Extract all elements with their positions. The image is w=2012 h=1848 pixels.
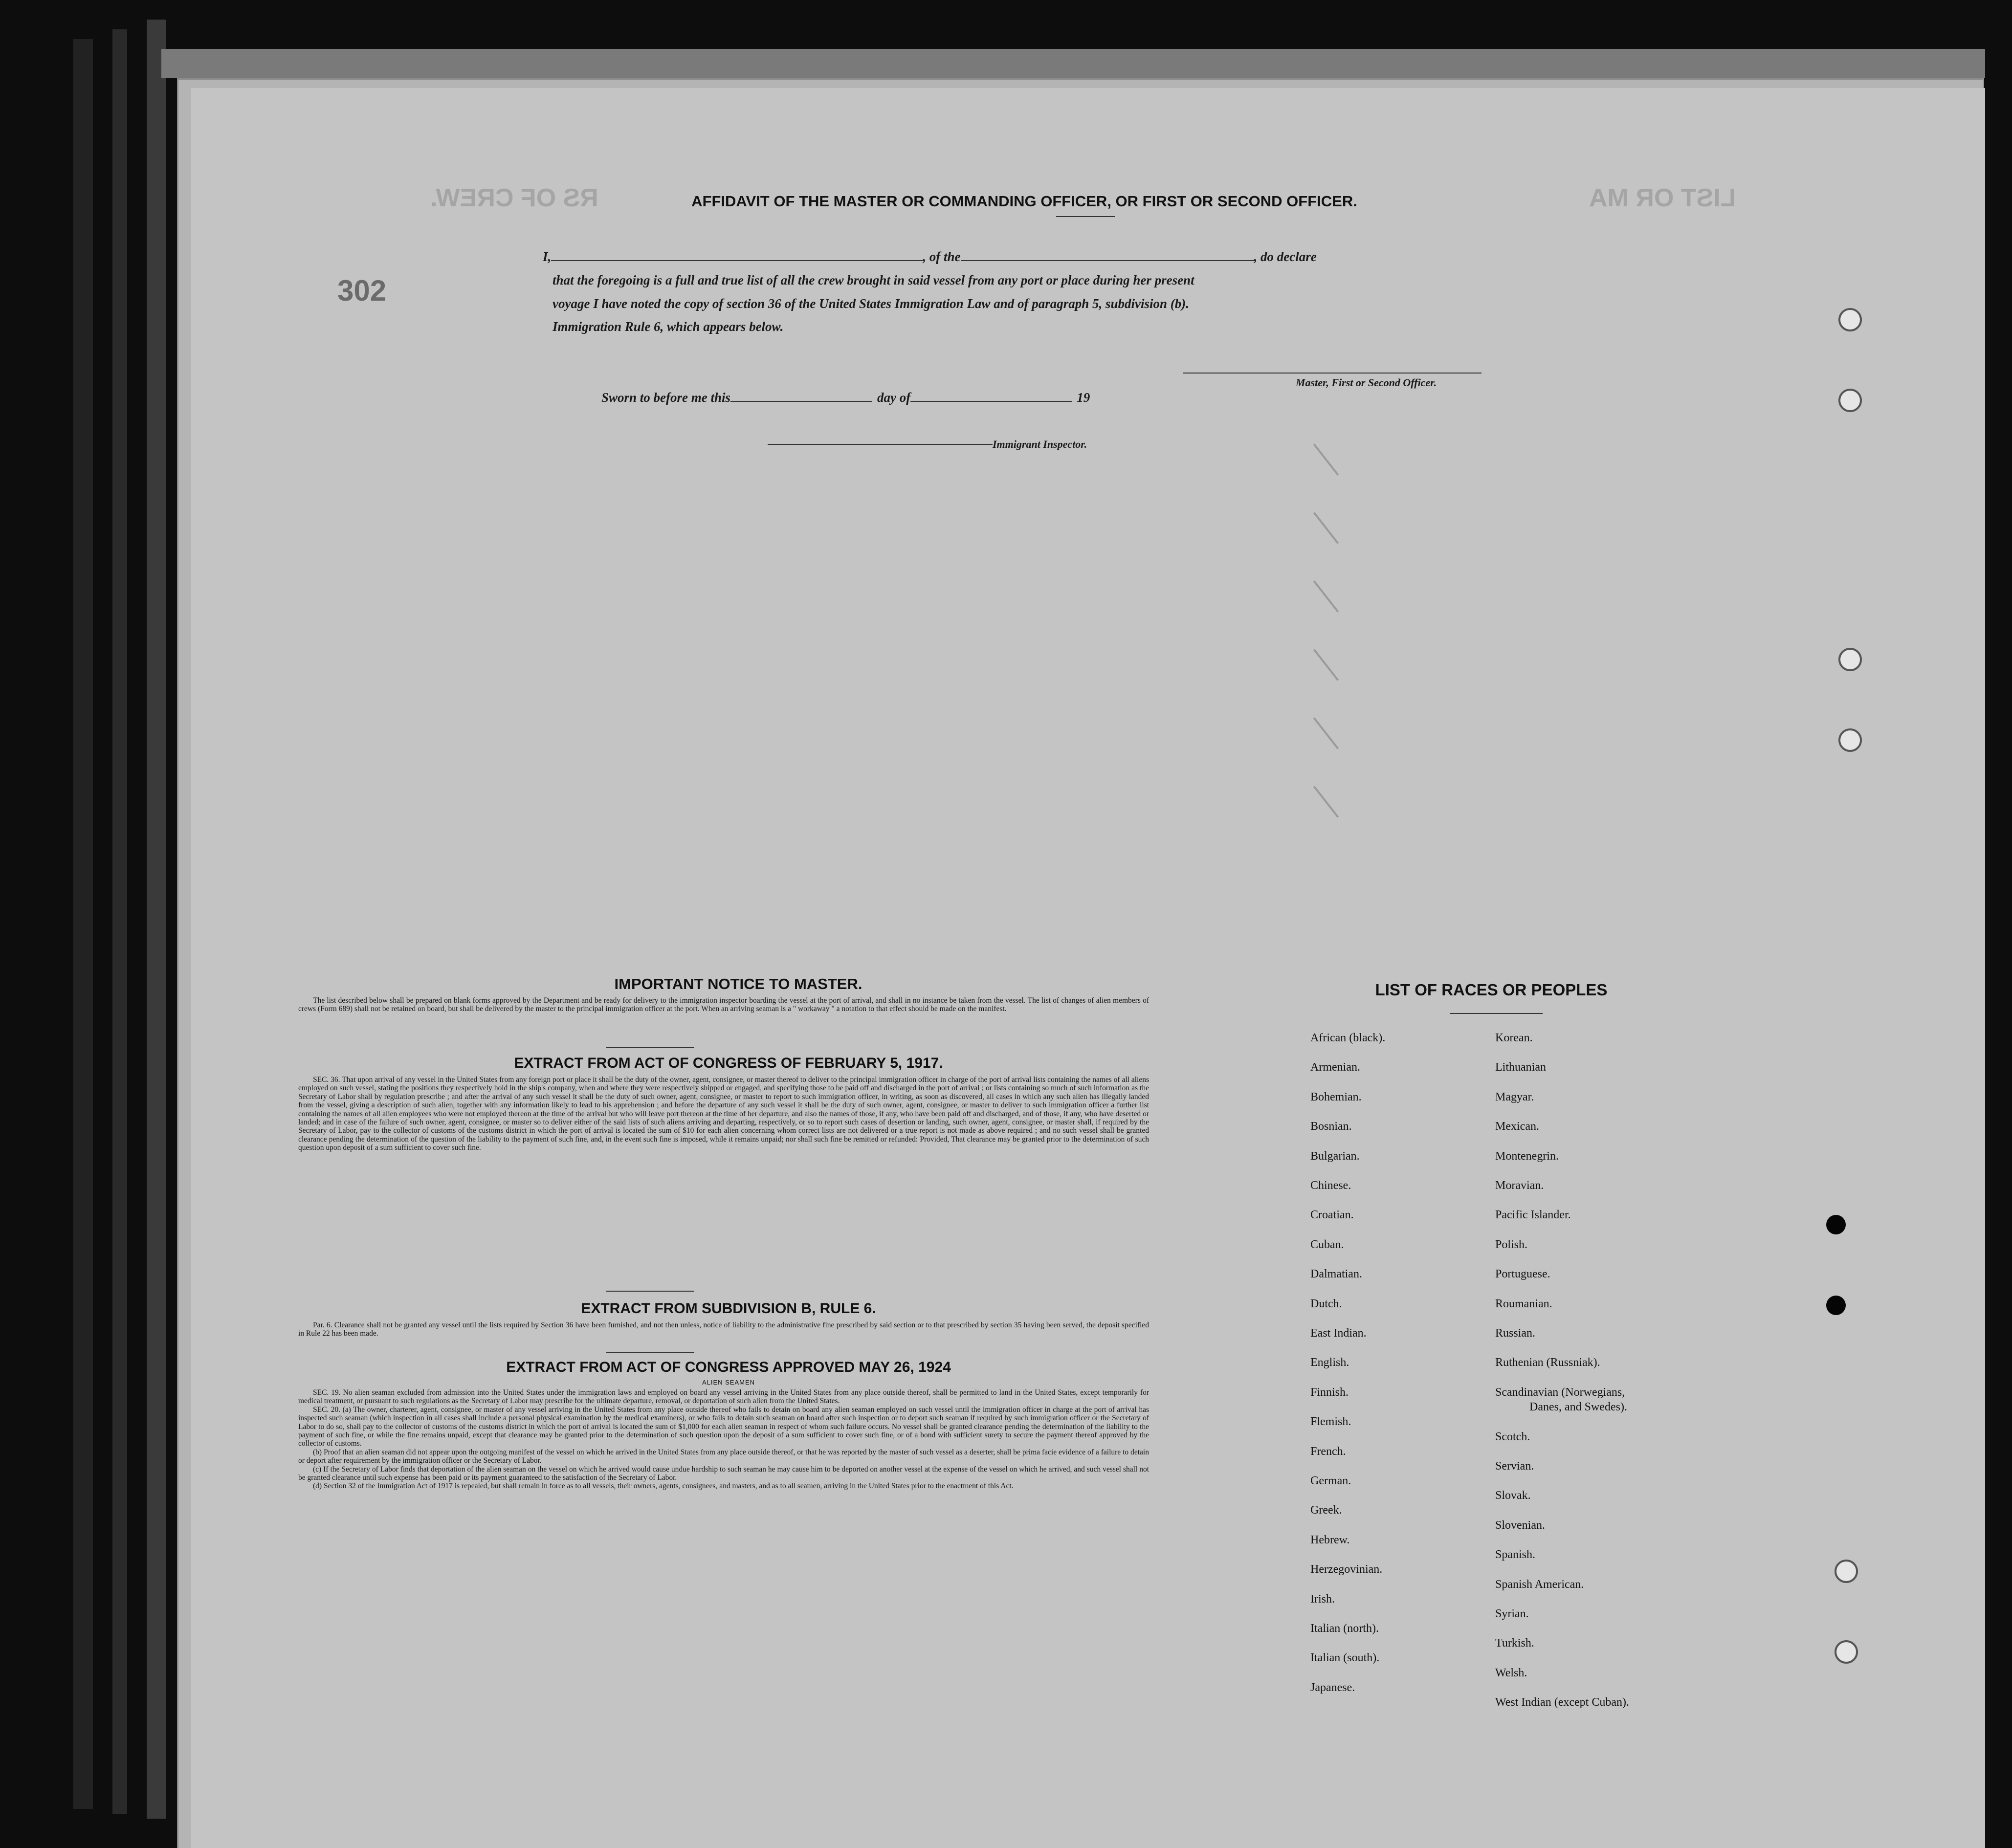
race-item: Pacific Islander. <box>1495 1209 1571 1222</box>
race-item: Bulgarian. <box>1310 1149 1360 1163</box>
race-item: Scotch. <box>1495 1430 1530 1443</box>
affidavit-line-3: voyage I have noted the copy of section 36 of the United States Immigration Law and of paragraph 5, subdivision (b). <box>553 296 1189 311</box>
race-item: Moravian. <box>1495 1179 1544 1192</box>
race-item: Slovenian. <box>1495 1518 1545 1532</box>
race-item: Armenian. <box>1310 1061 1360 1074</box>
punch-hole <box>1838 648 1862 671</box>
race-item: Bohemian. <box>1310 1090 1362 1103</box>
affidavit-title: AFFIDAVIT OF THE MASTER OR COMMANDING OFFICER, OR FIRST OR SECOND OFFICER. <box>691 193 1357 210</box>
race-item: Ruthenian (Russniak). <box>1495 1356 1600 1369</box>
race-item: Chinese. <box>1310 1179 1351 1192</box>
punch-hole <box>1835 1640 1858 1664</box>
race-item: East Indian. <box>1310 1327 1367 1340</box>
binder-edge <box>73 39 93 1809</box>
extract-rule6-title: EXTRACT FROM SUBDIVISION B, RULE 6. <box>581 1300 876 1317</box>
race-item: Portuguese. <box>1495 1268 1550 1281</box>
race-item: Polish. <box>1495 1238 1528 1251</box>
inspector-caption: Immigrant Inspector. <box>993 438 1087 450</box>
race-item: Japanese. <box>1310 1681 1355 1694</box>
race-item: Danes, and Swedes). <box>1529 1401 1627 1414</box>
race-item: Spanish. <box>1495 1548 1536 1562</box>
race-item: Greek. <box>1310 1504 1342 1517</box>
race-item: Cuban. <box>1310 1238 1344 1251</box>
race-item: Finnish. <box>1310 1386 1349 1399</box>
affidavit-line-1: I, , of the , do declare <box>543 249 1317 264</box>
extract-1924-subtitle: ALIEN SEAMEN <box>702 1379 755 1386</box>
race-item: Scandinavian (Norwegians, <box>1495 1386 1625 1399</box>
race-item: Magyar. <box>1495 1090 1534 1103</box>
race-item: African (black). <box>1310 1032 1386 1044</box>
race-item: Herzegovinian. <box>1310 1563 1383 1576</box>
document-sheet <box>191 88 1985 1848</box>
section-rule <box>606 1047 694 1048</box>
race-item: Spanish American. <box>1495 1578 1584 1591</box>
sec-19: SEC. 19. No alien seaman excluded from admission into the United States under the immigration laws and employed on board any vessel arriving in the United States from any place outside thereof, shall be permitted to land in the United States, except temporarily for medical treatment, or pursuant to such regulations as the Secretary of Labor may prescribe for the ultimate departure, removal, or deportation of such alien from the United States. <box>298 1388 1149 1406</box>
race-item: Korean. <box>1495 1032 1533 1044</box>
affidavit-line-2: that the foregoing is a full and true list of all the crew brought in said vessel from any port or place during her present <box>553 273 1194 287</box>
race-item: Dutch. <box>1310 1297 1342 1310</box>
section-rule <box>606 1352 694 1353</box>
race-item: English. <box>1310 1356 1349 1369</box>
race-item: Hebrew. <box>1310 1533 1350 1546</box>
races-title: LIST OF RACES OR PEOPLES <box>1375 981 1608 999</box>
race-item: German. <box>1310 1474 1351 1487</box>
extract-1924-body <box>298 1388 1149 1491</box>
section-rule <box>606 1291 694 1292</box>
race-item: Welsh. <box>1495 1666 1527 1679</box>
bleed-mark <box>1313 580 1339 613</box>
stamp-number: 302 <box>337 274 387 307</box>
race-item: Irish. <box>1310 1592 1335 1606</box>
races-rule <box>1450 1013 1543 1014</box>
sworn-line: Sworn to before me this day of 19 <box>601 390 1090 405</box>
race-item: Servian. <box>1495 1460 1534 1473</box>
title-rule <box>1056 216 1115 217</box>
punch-hole <box>1838 728 1862 752</box>
punch-hole <box>1838 308 1862 331</box>
race-item: French. <box>1310 1445 1346 1458</box>
bleed-mark <box>1313 717 1339 749</box>
extract-1924-title: EXTRACT FROM ACT OF CONGRESS APPROVED MAY 26, 1924 <box>506 1359 951 1375</box>
race-item: Italian (south). <box>1310 1651 1380 1665</box>
binder-edge <box>112 29 127 1814</box>
race-item: Syrian. <box>1495 1607 1529 1620</box>
race-item: Dalmatian. <box>1310 1268 1362 1281</box>
bleed-mark <box>1313 512 1339 544</box>
race-item: West Indian (except Cuban). <box>1495 1696 1629 1709</box>
extract-rule6-body: Par. 6. Clearance shall not be granted any vessel until the lists required by Section 36 have been furnished, and not then unless, notice of liability to the administrative fine prescribed by said section or to that prescribed by section 35 having been served, the deposit specified in Rule 22 has been made. <box>298 1321 1149 1338</box>
punch-hole <box>1838 389 1862 412</box>
notice-title: IMPORTANT NOTICE TO MASTER. <box>614 975 862 992</box>
race-item: Slovak. <box>1495 1489 1531 1502</box>
sec-20b: (b) Proof that an alien seaman did not appear upon the outgoing manifest of the vessel on which he arrived in the United States from any place outside thereof, or that he was reported by the master of such vessel as a deserter, shall be prima facie evidence of a failure to detain or deport after requirement by the immigration officer or the Secretary of Labor. <box>298 1448 1149 1465</box>
race-item: Turkish. <box>1495 1637 1534 1650</box>
race-item: Croatian. <box>1310 1209 1354 1222</box>
punch-hole <box>1826 1296 1846 1315</box>
race-item: Roumanian. <box>1495 1297 1552 1310</box>
race-item: Bosnian. <box>1310 1120 1352 1133</box>
punch-hole <box>1826 1215 1846 1234</box>
under-page <box>147 20 166 1819</box>
under-page <box>161 49 1985 78</box>
race-item: Montenegrin. <box>1495 1149 1559 1163</box>
race-item: Lithuanian <box>1495 1061 1546 1074</box>
bleed-through-text: RS OF CREW. <box>430 184 598 212</box>
extract-1917-body: SEC. 36. That upon arrival of any vessel in the United States from any foreign port or place it shall be the duty of the owner, agent, consignee, or master thereof to deliver to the principal immigration officer in charge of the port of arrival lists containing the names of all aliens employed on such vessel, stating the positions they respectively hold in the ship's company, when and where they were respectively shipped or engaged, and specifying those to be paid off and discharged in the port of arrival ; or lists containing so much of such information as the Secretary of Labor shall by regulation prescribe ; and after the arrival of any such vessel it shall be the duty of such owner, agent, consignee, or master to report to such immigration officer, in writing, as soon as discovered, all cases in which any such alien has illegally landed from the vessel, giving a description of such alien, together with any information likely to lead to his apprehension ; and before the departure of any such vessel it shall be the duty of such owner, agent, consignee, or master to deliver to such immigration officer a further list containing the names of all alien employees who were not employed thereon at the time of the arrival but who will leave port thereon at the time of her departure, and also the names of those, if any, who have been paid off and discharged, and of those, if any, who have deserted or landed; and in case of the failure of such owner, agent, consignee, or master so to deliver either of the said lists of such aliens arriving and departing, respectively, or so to report such cases of desertion or landing, such owner, agent, consignee, or master shall, if required by the Secretary of Labor, pay to the collector of customs of the customs district in which the port of arrival is located the sum of $10 for each alien concerning whom correct lists are not delivered or a true report is not made as above required ; and no such vessel shall be granted clearance pending the determination of the question of the liability to the payment of such fine, and, in the event such fine is imposed, while it remains unpaid; nor shall such fine be remitted or refunded: Provided, That clearance may be granted prior to the determination of such question upon deposit of a sum sufficient to cover such fine. <box>298 1076 1149 1152</box>
signature-line-master[interactable] <box>1183 373 1481 374</box>
notice-body: The list described below shall be prepared on blank forms approved by the Department and be ready for delivery to the immigration inspector boarding the vessel at the port of arrival, and shall in no instance be taken from the vessel. The list of changes of alien members of crews (Form 689) shall not be retained on board, but shall be delivered by the master to the principal immigration officer at the port. When an arriving seaman is a " workaway " a notation to that effect should be made on the manifest. <box>298 996 1149 1013</box>
signature-line-inspector[interactable] <box>768 444 993 445</box>
master-caption: Master, First or Second Officer. <box>1296 376 1437 389</box>
extract-1917-title: EXTRACT FROM ACT OF CONGRESS OF FEBRUARY 5, 1917. <box>514 1055 943 1071</box>
bleed-mark <box>1313 443 1339 476</box>
race-item: Italian (north). <box>1310 1622 1379 1635</box>
sec-20d: (d) Section 32 of the Immigration Act of 1917 is repealed, but shall remain in force as to all vessels, their owners, agents, consignees, and masters, and as to all seamen, arriving in the United States prior to the enactment of this Act. <box>313 1482 1014 1491</box>
bleed-mark <box>1313 786 1339 818</box>
sec-20a: SEC. 20. (a) The owner, charterer, agent, consignee, or master of any vessel arriving in the United States from any place outside thereof who fails to detain on board any alien seaman employed on such vessel until the immigration officer in charge at the port of arrival has inspected such seaman (which inspection in all cases shall include a personal physical examination by the medical examiners), or who fails to detain such seaman on board after such inspection or to deport such seaman if required by such immigration officer or the Secretary of Labor to do so, shall pay to the collector of customs of the customs district in which the port of arrival is located the sum of $1,000 for each alien seaman in respect of whom such failure occurs. No vessel shall be granted clearance pending the determination of the liability to the payment of such fine, or while the fine remains unpaid, except that clearance may be granted prior to the determination of such question upon the deposit of a sum sufficient to cover such fine, or of a bond with sufficient surety to secure the payment thereof approved by the collector of customs. <box>298 1405 1149 1448</box>
race-item: Flemish. <box>1310 1415 1351 1429</box>
race-item: Mexican. <box>1495 1120 1539 1133</box>
affidavit-line-4: Immigration Rule 6, which appears below. <box>553 319 784 334</box>
sec-20c: (c) If the Secretary of Labor finds that deportation of the alien seaman on the vessel on which he arrived would cause undue hardship to such seaman he may cause him to be deported on another vessel at the expense of the vessel on which he arrived, and such vessel shall not be granted clearance until such expense has been paid or its payment guaranteed to the satisfaction of the Secretary of Labor. <box>298 1465 1149 1482</box>
punch-hole <box>1835 1560 1858 1583</box>
bleed-through-text: LIST OR MA <box>1589 184 1736 212</box>
race-item: Russian. <box>1495 1327 1536 1340</box>
bleed-mark <box>1313 649 1339 681</box>
